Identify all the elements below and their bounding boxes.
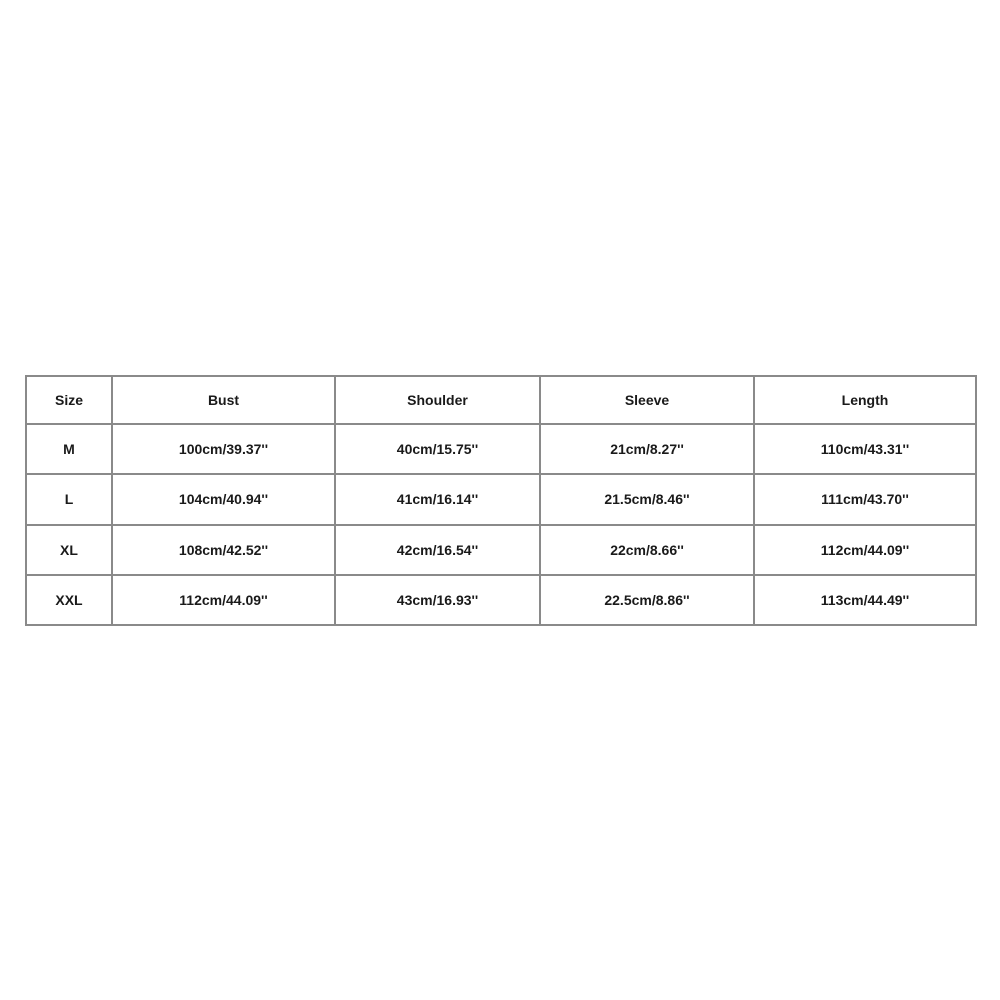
cell-length: 111cm/43.70'' [754,474,976,524]
cell-bust: 112cm/44.09'' [112,575,335,625]
cell-shoulder: 42cm/16.54'' [335,525,540,575]
cell-sleeve: 21.5cm/8.46'' [540,474,754,524]
table-row [26,525,976,575]
cell-shoulder: 41cm/16.14'' [335,474,540,524]
header-length: Length [754,376,976,424]
cell-shoulder: 40cm/15.75'' [335,424,540,474]
cell-size: M [26,424,112,474]
table-row [26,424,976,474]
table-row [26,575,976,625]
cell-length: 113cm/44.49'' [754,575,976,625]
header-size: Size [26,376,112,424]
cell-shoulder: 43cm/16.93'' [335,575,540,625]
cell-size: XL [26,525,112,575]
cell-size: XXL [26,575,112,625]
cell-bust: 100cm/39.37'' [112,424,335,474]
size-chart-table [25,375,977,626]
table-row [26,474,976,524]
cell-sleeve: 22.5cm/8.86'' [540,575,754,625]
cell-length: 110cm/43.31'' [754,424,976,474]
header-shoulder: Shoulder [335,376,540,424]
cell-length: 112cm/44.09'' [754,525,976,575]
header-sleeve: Sleeve [540,376,754,424]
cell-sleeve: 21cm/8.27'' [540,424,754,474]
cell-size: L [26,474,112,524]
cell-sleeve: 22cm/8.66'' [540,525,754,575]
header-row [26,376,976,424]
cell-bust: 108cm/42.52'' [112,525,335,575]
cell-bust: 104cm/40.94'' [112,474,335,524]
header-bust: Bust [112,376,335,424]
